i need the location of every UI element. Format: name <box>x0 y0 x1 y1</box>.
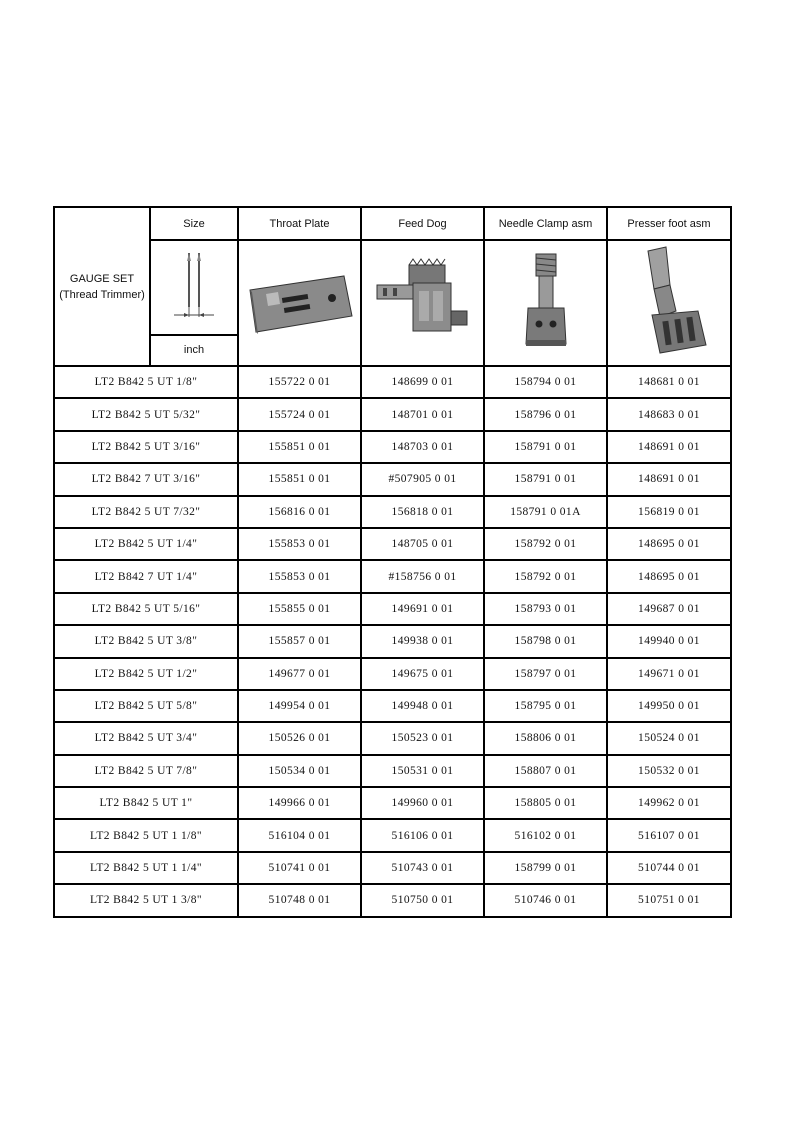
table-row <box>54 366 731 398</box>
feed-dog-cell: 149960 0 01 <box>361 787 484 819</box>
table-row <box>54 398 731 430</box>
needle-clamp-cell: 158792 0 01 <box>484 560 607 592</box>
presser-foot-icon <box>624 245 714 361</box>
needle-clamp-cell: 158797 0 01 <box>484 658 607 690</box>
presser-foot-header: Presser foot asm <box>607 207 731 240</box>
throat-plate-cell: 155851 0 01 <box>238 463 361 495</box>
feed-dog-header: Feed Dog <box>361 207 484 240</box>
presser-foot-cell: 148695 0 01 <box>607 528 731 560</box>
gauge-set-header <box>54 207 150 366</box>
feed-dog-cell: #507905 0 01 <box>361 463 484 495</box>
throat-plate-cell: 155851 0 01 <box>238 431 361 463</box>
table-row <box>54 852 731 884</box>
needle-clamp-cell: 158793 0 01 <box>484 593 607 625</box>
throat-plate-cell: 155855 0 01 <box>238 593 361 625</box>
table-row <box>54 819 731 851</box>
feed-dog-icon <box>369 255 477 351</box>
presser-foot-cell: 149962 0 01 <box>607 787 731 819</box>
needle-clamp-cell: 158805 0 01 <box>484 787 607 819</box>
table-row <box>54 625 731 657</box>
thread-trimmer-label: (Thread Trimmer) <box>59 288 145 301</box>
presser-foot-cell: 150532 0 01 <box>607 755 731 787</box>
model-cell: LT2 B842 5 UT 3/8" <box>54 625 238 657</box>
feed-dog-cell: 149938 0 01 <box>361 625 484 657</box>
presser-foot-cell: 148683 0 01 <box>607 398 731 430</box>
feed-dog-cell: 148699 0 01 <box>361 366 484 398</box>
model-cell: LT2 B842 5 UT 5/8" <box>54 690 238 722</box>
image-row <box>54 240 731 335</box>
throat-plate-cell: 156816 0 01 <box>238 496 361 528</box>
needle-clamp-cell: 158807 0 01 <box>484 755 607 787</box>
needle-clamp-cell: 158791 0 01 <box>484 431 607 463</box>
needle-clamp-cell: 516102 0 01 <box>484 819 607 851</box>
throat-plate-icon <box>246 268 354 338</box>
feed-dog-cell: 149691 0 01 <box>361 593 484 625</box>
throat-plate-cell: 155724 0 01 <box>238 398 361 430</box>
feed-dog-cell: 510743 0 01 <box>361 852 484 884</box>
table-row <box>54 884 731 916</box>
table-row <box>54 560 731 592</box>
model-cell: LT2 B842 7 UT 3/16" <box>54 463 238 495</box>
needle-clamp-cell: 158799 0 01 <box>484 852 607 884</box>
model-cell: LT2 B842 5 UT 1/8" <box>54 366 238 398</box>
model-cell: LT2 B842 5 UT 1 1/8" <box>54 819 238 851</box>
model-cell: LT2 B842 5 UT 1 3/8" <box>54 884 238 916</box>
feed-dog-cell: 149675 0 01 <box>361 658 484 690</box>
model-cell: LT2 B842 5 UT 7/8" <box>54 755 238 787</box>
feed-dog-image <box>361 240 484 366</box>
presser-foot-cell: 149687 0 01 <box>607 593 731 625</box>
gauge-set-label: GAUGE SET <box>69 272 135 285</box>
throat-plate-cell: 510741 0 01 <box>238 852 361 884</box>
model-cell: LT2 B842 5 UT 1/2" <box>54 658 238 690</box>
presser-foot-cell: 149950 0 01 <box>607 690 731 722</box>
feed-dog-cell: #158756 0 01 <box>361 560 484 592</box>
presser-foot-cell: 516107 0 01 <box>607 819 731 851</box>
feed-dog-cell: 156818 0 01 <box>361 496 484 528</box>
table-row <box>54 722 731 754</box>
feed-dog-cell: 516106 0 01 <box>361 819 484 851</box>
size-header: Size <box>150 207 238 240</box>
unit-label: inch <box>150 335 238 366</box>
feed-dog-cell: 150523 0 01 <box>361 722 484 754</box>
feed-dog-cell: 510750 0 01 <box>361 884 484 916</box>
needle-gauge-icon <box>164 247 224 327</box>
throat-plate-cell: 155853 0 01 <box>238 560 361 592</box>
throat-plate-cell: 149954 0 01 <box>238 690 361 722</box>
needle-gauge-image <box>150 240 238 335</box>
throat-plate-cell: 150534 0 01 <box>238 755 361 787</box>
throat-plate-cell: 149966 0 01 <box>238 787 361 819</box>
table-row <box>54 463 731 495</box>
needle-clamp-cell: 158794 0 01 <box>484 366 607 398</box>
needle-clamp-cell: 158791 0 01A <box>484 496 607 528</box>
presser-foot-cell: 149940 0 01 <box>607 625 731 657</box>
throat-plate-cell: 516104 0 01 <box>238 819 361 851</box>
feed-dog-cell: 149948 0 01 <box>361 690 484 722</box>
throat-plate-cell: 150526 0 01 <box>238 722 361 754</box>
presser-foot-cell: 510751 0 01 <box>607 884 731 916</box>
model-cell: LT2 B842 5 UT 3/16" <box>54 431 238 463</box>
parts-table <box>53 206 732 918</box>
feed-dog-cell: 148705 0 01 <box>361 528 484 560</box>
table-row <box>54 528 731 560</box>
model-cell: LT2 B842 5 UT 1/4" <box>54 528 238 560</box>
table-row <box>54 496 731 528</box>
presser-foot-cell: 149671 0 01 <box>607 658 731 690</box>
presser-foot-cell: 148695 0 01 <box>607 560 731 592</box>
needle-clamp-cell: 158795 0 01 <box>484 690 607 722</box>
needle-clamp-cell: 510746 0 01 <box>484 884 607 916</box>
needle-clamp-image <box>484 240 607 366</box>
needle-clamp-cell: 158806 0 01 <box>484 722 607 754</box>
throat-plate-cell: 510748 0 01 <box>238 884 361 916</box>
presser-foot-cell: 148681 0 01 <box>607 366 731 398</box>
presser-foot-cell: 156819 0 01 <box>607 496 731 528</box>
model-cell: LT2 B842 5 UT 1 1/4" <box>54 852 238 884</box>
model-cell: LT2 B842 5 UT 5/32" <box>54 398 238 430</box>
throat-plate-image <box>238 240 361 366</box>
model-cell: LT2 B842 5 UT 7/32" <box>54 496 238 528</box>
table-row <box>54 755 731 787</box>
throat-plate-header: Throat Plate <box>238 207 361 240</box>
needle-clamp-icon <box>506 248 586 358</box>
needle-clamp-cell: 158798 0 01 <box>484 625 607 657</box>
throat-plate-cell: 155722 0 01 <box>238 366 361 398</box>
throat-plate-cell: 155857 0 01 <box>238 625 361 657</box>
model-cell: LT2 B842 5 UT 5/16" <box>54 593 238 625</box>
table-row <box>54 787 731 819</box>
needle-clamp-cell: 158792 0 01 <box>484 528 607 560</box>
table-row <box>54 431 731 463</box>
table-row <box>54 593 731 625</box>
throat-plate-cell: 149677 0 01 <box>238 658 361 690</box>
presser-foot-cell: 148691 0 01 <box>607 431 731 463</box>
presser-foot-cell: 148691 0 01 <box>607 463 731 495</box>
feed-dog-cell: 150531 0 01 <box>361 755 484 787</box>
needle-clamp-cell: 158796 0 01 <box>484 398 607 430</box>
needle-clamp-header: Needle Clamp asm <box>484 207 607 240</box>
table-row <box>54 658 731 690</box>
needle-clamp-cell: 158791 0 01 <box>484 463 607 495</box>
parts-table-body <box>54 207 731 917</box>
table-row <box>54 690 731 722</box>
header-row <box>54 207 731 240</box>
throat-plate-cell: 155853 0 01 <box>238 528 361 560</box>
model-cell: LT2 B842 5 UT 1" <box>54 787 238 819</box>
presser-foot-cell: 150524 0 01 <box>607 722 731 754</box>
presser-foot-cell: 510744 0 01 <box>607 852 731 884</box>
presser-foot-image <box>607 240 731 366</box>
model-cell: LT2 B842 7 UT 1/4" <box>54 560 238 592</box>
model-cell: LT2 B842 5 UT 3/4" <box>54 722 238 754</box>
feed-dog-cell: 148703 0 01 <box>361 431 484 463</box>
feed-dog-cell: 148701 0 01 <box>361 398 484 430</box>
